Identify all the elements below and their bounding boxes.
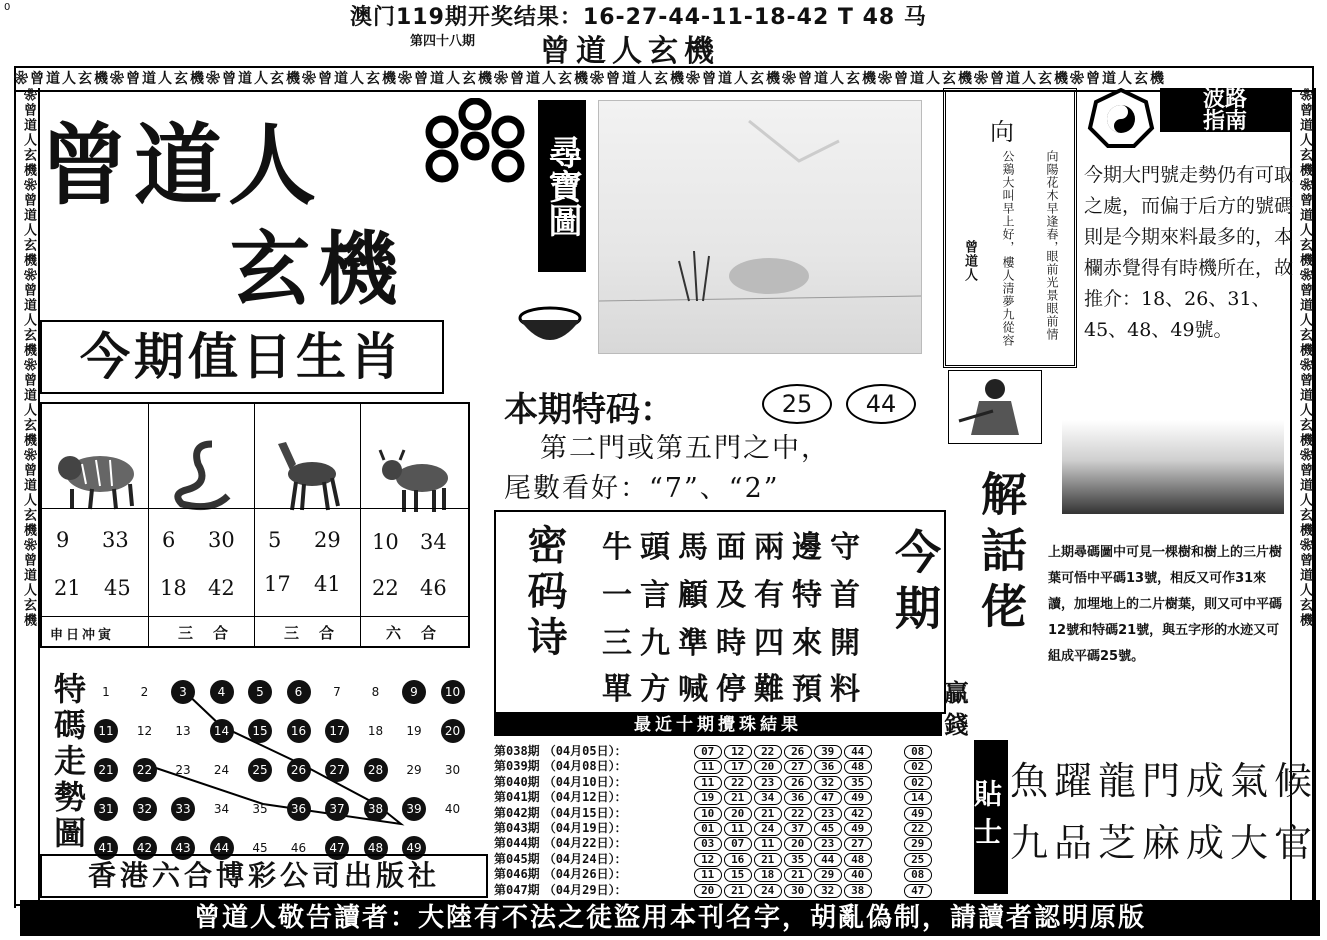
trend-ball: 23 xyxy=(175,763,191,777)
recent-number: 40 xyxy=(844,868,872,882)
scholar-figure-icon xyxy=(948,370,1042,444)
trend-ball: 13 xyxy=(175,724,191,738)
tips-line: 九品芝麻成大官 xyxy=(1010,821,1319,865)
recent-date: （04月15日）： xyxy=(543,805,627,820)
recent-issue: 第041期 xyxy=(494,790,540,805)
publisher: 香港六合博彩公司出版社 xyxy=(40,854,488,898)
recent-result-row xyxy=(494,788,934,803)
recent-number: 11 xyxy=(754,837,782,851)
recent-number: 12 xyxy=(694,853,722,867)
zodiac-number: 6 xyxy=(162,528,176,552)
recent-number: 39 xyxy=(814,745,842,759)
poem-column-3: 公鶏大叫早上好， xyxy=(1001,150,1015,254)
recent-number: 10 xyxy=(694,807,722,821)
poem-column-4: 樓人清夢九從容 xyxy=(1001,256,1015,347)
trend-ball: 16 xyxy=(287,719,311,743)
zodiac-number: 41 xyxy=(314,572,341,596)
recent-number: 44 xyxy=(844,745,872,759)
treasure-painting xyxy=(598,100,922,354)
recent-date: （04月05日）： xyxy=(543,744,627,758)
recent-number: 07 xyxy=(724,837,752,851)
secret-poem-label: 密码诗 xyxy=(521,524,567,662)
trend-ball: 46 xyxy=(290,841,307,855)
trend-ball: 20 xyxy=(441,719,465,743)
recent-number: 49 xyxy=(844,791,872,805)
trend-ball: 38 xyxy=(364,797,388,821)
zodiac-number: 10 xyxy=(372,530,399,554)
recent-date: （04月08日）： xyxy=(543,759,627,774)
recent-number: 11 xyxy=(694,776,722,790)
trend-ball: 5 xyxy=(248,680,272,704)
recent-number: 20 xyxy=(694,884,722,898)
trend-ball: 18 xyxy=(367,724,384,738)
recent-number: 47 xyxy=(814,791,842,805)
secret-poem-line: 三九準時四來開 xyxy=(602,626,868,661)
recent-number: 42 xyxy=(844,807,872,821)
recent-number: 27 xyxy=(784,760,812,774)
horse-icon xyxy=(268,434,348,514)
this-issue-label: 今期 xyxy=(888,528,942,640)
recent-number: 44 xyxy=(814,853,842,867)
recent-date: （04月24日）： xyxy=(543,851,627,866)
recent-number: 34 xyxy=(754,791,782,805)
bagua-icon xyxy=(1086,88,1156,148)
zodiac-number: 21 xyxy=(54,576,81,600)
trend-ball: 39 xyxy=(402,797,426,821)
trend-ball: 9 xyxy=(402,680,426,704)
corner-mark: 0 xyxy=(4,2,11,13)
recent-issue: 第043期 xyxy=(494,821,540,835)
trend-ball: 41 xyxy=(94,836,118,860)
recent-number: 17 xyxy=(724,760,752,774)
win-money-label: 贏錢 xyxy=(940,680,968,744)
ox-icon xyxy=(376,438,456,518)
recent-number: 03 xyxy=(694,837,722,851)
trend-ball: 25 xyxy=(248,758,272,782)
zodiac-divider xyxy=(42,616,468,617)
zodiac-title: 今期值日生肖 xyxy=(40,320,444,394)
recent-result-row xyxy=(494,819,934,834)
recent-special-number: 22 xyxy=(904,822,932,836)
tips-label: 貼士 xyxy=(974,740,1008,894)
trend-ball: 17 xyxy=(325,719,349,743)
recent-number: 37 xyxy=(784,822,812,836)
recent-result-row xyxy=(494,773,934,788)
zodiac-number: 22 xyxy=(372,576,399,600)
header-title: 曾道人玄機 xyxy=(540,34,720,69)
recent-issue: 第047期 xyxy=(494,882,540,897)
trend-ball: 32 xyxy=(133,797,157,821)
zodiac-column-divider xyxy=(254,404,255,646)
recent-number: 22 xyxy=(754,745,782,759)
recent-number: 45 xyxy=(814,822,842,836)
zodiac-number: 42 xyxy=(208,576,235,600)
trend-ball: 36 xyxy=(287,797,311,821)
poem-signature: 曾道人 xyxy=(962,240,977,282)
right-border-band: ❀曾道人玄機❀曾道人玄機❀曾道人玄機❀曾道人玄機❀曾道人玄機❀曾道人玄機 xyxy=(1290,88,1316,908)
zodiac-number: 9 xyxy=(56,528,70,552)
trend-ball: 28 xyxy=(364,758,388,782)
zodiac-number: 17 xyxy=(264,572,291,596)
recent-issue: 第038期 xyxy=(494,744,540,758)
recent-number: 32 xyxy=(814,884,842,898)
recent-result-row xyxy=(494,742,934,757)
zodiac-number: 18 xyxy=(160,576,187,600)
footer-notice: 曾道人敬告讀者：大陸有不法之徒盜用本刊名字，胡亂偽制，請讀者認明原版 xyxy=(20,900,1320,936)
trend-ball: 22 xyxy=(133,758,157,782)
explainer-text: 上期尋碼圖中可見一棵樹和樹上的三片樹葉可悟中平碼13號，相反又可作31來讀，加埋地上的二片樹葉，則又可中平碼12號和特碼21號，與五字形的水迹又可組成平碼25號。 xyxy=(1048,545,1283,664)
zodiac-label: 三合 xyxy=(284,624,355,642)
recent-number: 26 xyxy=(784,745,812,759)
main-title-line1: 曾道人 xyxy=(40,114,323,217)
zodiac-number: 34 xyxy=(420,530,447,554)
recent-special-number: 14 xyxy=(904,791,932,805)
recent-number: 12 xyxy=(724,745,752,759)
trend-ball: 31 xyxy=(94,797,118,821)
trend-ball: 35 xyxy=(252,802,268,816)
wave-guide-title xyxy=(1160,88,1290,132)
recent-issue: 第046期 xyxy=(494,867,540,882)
explainer-picture xyxy=(1062,380,1284,514)
recent-number: 48 xyxy=(844,853,872,867)
recent-number: 36 xyxy=(784,791,812,805)
wave-guide-text: 今期大門號走勢仍有可取之處，而偏于后方的號碼則是今期來料最多的，本欄赤覺得有時機所在，故推介：18、26、31、45、48、49號。 xyxy=(1084,164,1294,341)
recent-number: 23 xyxy=(754,776,782,790)
poem-column-1: 向陽花木早逢春， xyxy=(1045,150,1059,254)
trend-ball: 12 xyxy=(136,724,153,738)
recent-date: （04月19日）： xyxy=(543,821,627,835)
trend-ball: 10 xyxy=(441,680,465,704)
trend-ball: 2 xyxy=(140,685,149,699)
recent-result-row xyxy=(494,865,934,880)
recent-number: 36 xyxy=(814,760,842,774)
zodiac-number: 30 xyxy=(208,528,235,552)
special-code-line2: 尾數看好：“7”、“2” xyxy=(504,473,780,504)
trend-ball: 33 xyxy=(171,797,195,821)
trend-ball: 11 xyxy=(94,719,118,743)
recent-date: （04月10日）： xyxy=(543,774,627,789)
recent-special-number: 08 xyxy=(904,745,932,759)
trend-ball: 8 xyxy=(371,685,380,699)
recent-number: 21 xyxy=(724,791,752,805)
recent-result-row xyxy=(494,834,934,849)
poem-column-2: 眼前光景眼前情 xyxy=(1045,250,1059,341)
recent-number: 16 xyxy=(724,853,752,867)
trend-ball: 26 xyxy=(287,758,311,782)
recent-number: 20 xyxy=(784,837,812,851)
trend-ball: 42 xyxy=(133,836,157,860)
special-code-number: 44 xyxy=(846,384,916,424)
recent-number: 18 xyxy=(754,868,782,882)
recent-issue: 第040期 xyxy=(494,774,540,789)
special-code-line1: 第二門或第五門之中， xyxy=(540,433,830,464)
main-title-line2: 玄機 xyxy=(230,223,406,316)
trend-ball: 21 xyxy=(94,758,118,782)
recent-number: 22 xyxy=(784,807,812,821)
recent-issue: 第044期 xyxy=(494,836,540,851)
recent-date: （04月29日）： xyxy=(543,882,627,897)
recent-number: 35 xyxy=(844,776,872,790)
secret-poem-line: 牛頭馬面兩邊守 xyxy=(602,530,868,565)
wave-title-2: 指南 xyxy=(1202,108,1247,134)
trend-ball: 24 xyxy=(213,763,230,777)
zodiac-number: 33 xyxy=(102,528,129,552)
recent-number: 11 xyxy=(694,760,722,774)
recent-number: 30 xyxy=(784,884,812,898)
secret-poem-line: 單方喊停難預料 xyxy=(602,672,868,707)
recent-date: （04月26日）： xyxy=(543,867,627,882)
issue-label: 第四十八期 xyxy=(410,34,476,49)
recent-result-row xyxy=(494,850,934,865)
recent-result-row xyxy=(494,757,934,772)
trend-ball: 14 xyxy=(210,719,234,743)
trend-ball: 37 xyxy=(325,797,349,821)
trend-ball: 27 xyxy=(325,758,349,782)
trend-ball: 3 xyxy=(171,680,195,704)
recent-special-number: 47 xyxy=(904,884,932,898)
recent-issue: 第045期 xyxy=(494,851,540,866)
snake-icon xyxy=(162,434,242,514)
zodiac-number: 5 xyxy=(268,528,282,552)
tips-line: 魚躍龍門成氣候 xyxy=(1010,759,1319,803)
recent-number: 01 xyxy=(694,822,722,836)
top-border-band: ❀曾道人玄機❀曾道人玄機❀曾道人玄機❀曾道人玄機❀曾道人玄機❀曾道人玄機❀曾道人玄機❀曾道人玄機❀曾道人玄機❀曾道人玄機❀曾道人玄機❀曾道人玄機 xyxy=(14,66,1314,92)
wave-title-1: 波路 xyxy=(1202,86,1247,112)
zodiac-label: 申日冲寅 xyxy=(50,628,115,643)
zodiac-number: 29 xyxy=(314,528,341,552)
explainer-label: 解話佬 xyxy=(974,470,1028,638)
recent-number: 11 xyxy=(724,822,752,836)
recent-number: 23 xyxy=(814,807,842,821)
recent-special-number: 49 xyxy=(904,807,932,821)
special-code-number: 25 xyxy=(762,384,832,424)
recent-number: 23 xyxy=(814,837,842,851)
recent-special-number: 02 xyxy=(904,760,932,774)
recent-number: 20 xyxy=(754,760,782,774)
zodiac-divider xyxy=(42,508,468,509)
recent-number: 21 xyxy=(754,807,782,821)
recent-number: 21 xyxy=(784,868,812,882)
recent-number: 38 xyxy=(844,884,872,898)
zodiac-label: 三合 xyxy=(178,624,249,642)
zodiac-column-divider xyxy=(148,404,149,646)
recent-date: （04月12日）： xyxy=(543,790,627,805)
zodiac-column-divider xyxy=(360,404,361,646)
trend-ball: 40 xyxy=(444,802,461,816)
trend-ball: 1 xyxy=(102,685,110,699)
recent-result-row xyxy=(494,804,934,819)
trend-ball: 49 xyxy=(402,836,426,860)
recent-special-number: 25 xyxy=(904,853,932,867)
bowl-icon xyxy=(510,300,590,350)
trend-ball: 47 xyxy=(325,836,349,860)
recent-special-number: 02 xyxy=(904,776,932,790)
trend-ball: 29 xyxy=(406,763,422,777)
recent-result-row xyxy=(494,881,934,896)
trend-ball: 4 xyxy=(210,680,234,704)
trend-ball: 15 xyxy=(248,719,272,743)
recent-number: 07 xyxy=(694,745,722,759)
recent-number: 32 xyxy=(814,776,842,790)
trend-ball: 30 xyxy=(444,763,461,777)
special-code-trend-chart xyxy=(40,668,474,855)
treasure-map-badge: 尋寶圖 xyxy=(538,100,586,272)
trend-ball: 6 xyxy=(287,680,311,704)
trend-ball: 48 xyxy=(364,836,388,860)
recent-number: 48 xyxy=(844,760,872,774)
recent-issue: 第042期 xyxy=(494,805,540,820)
trend-chart-label: 特碼走勢圖 xyxy=(49,672,87,852)
recent-number: 21 xyxy=(724,884,752,898)
trend-ball: 34 xyxy=(213,802,230,816)
recent-number: 20 xyxy=(724,807,752,821)
rings-ornament-icon xyxy=(420,98,530,188)
tiger-icon xyxy=(52,434,142,514)
recent-number: 27 xyxy=(844,837,872,851)
recent-number: 26 xyxy=(784,776,812,790)
recent-number: 19 xyxy=(694,791,722,805)
trend-ball: 43 xyxy=(171,836,195,860)
lottery-result-line: 澳门119期开奖结果：16-27-44-11-18-42 T 48 马 xyxy=(350,5,927,30)
recent-date: （04月22日）： xyxy=(543,836,627,851)
left-border-band: ❀曾道人玄機❀曾道人玄機❀曾道人玄機❀曾道人玄機❀曾道人玄機❀曾道人玄機 xyxy=(14,88,40,908)
recent-issue: 第039期 xyxy=(494,759,540,774)
recent-number: 11 xyxy=(694,868,722,882)
recent-number: 29 xyxy=(814,868,842,882)
zodiac-number: 45 xyxy=(104,576,131,600)
recent-number: 15 xyxy=(724,868,752,882)
recent-special-number: 08 xyxy=(904,868,932,882)
secret-poem-line: 一言顧及有特首 xyxy=(602,578,868,613)
recent-number: 21 xyxy=(754,853,782,867)
trend-ball: 7 xyxy=(333,685,341,699)
trend-ball: 44 xyxy=(210,836,234,860)
recent-results-title: 最近十期攪珠結果 xyxy=(494,714,942,736)
zodiac-table xyxy=(40,402,470,648)
recent-number: 35 xyxy=(784,853,812,867)
trend-ball: 19 xyxy=(406,724,422,738)
zodiac-number: 46 xyxy=(420,576,447,600)
trend-ball: 45 xyxy=(252,841,268,855)
recent-number: 22 xyxy=(724,776,752,790)
recent-number: 49 xyxy=(844,822,872,836)
special-code-heading: 本期特码： xyxy=(504,390,674,430)
recent-number: 24 xyxy=(754,822,782,836)
recent-special-number: 29 xyxy=(904,837,932,851)
poem-title: 向 xyxy=(990,118,1014,146)
zodiac-label: 六合 xyxy=(386,624,457,642)
recent-number: 24 xyxy=(754,884,782,898)
